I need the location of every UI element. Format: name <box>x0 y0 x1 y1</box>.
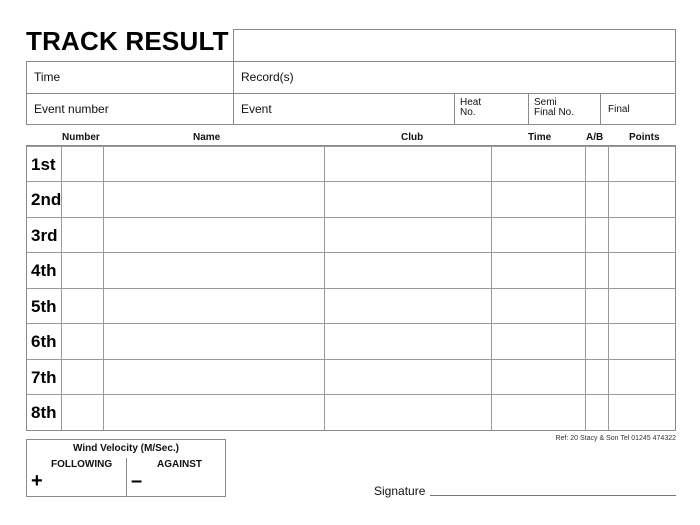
signature-label: Signature <box>374 484 426 498</box>
wind-divider <box>126 458 127 496</box>
col-header-ab: A/B <box>586 132 604 143</box>
place-label: 4th <box>31 261 57 280</box>
place-label: 6th <box>31 332 57 351</box>
records-field[interactable] <box>233 61 676 94</box>
table-row[interactable] <box>27 181 675 217</box>
against-label: AGAINST <box>157 459 202 470</box>
form-title: TRACK RESULT <box>26 26 229 56</box>
minus-icon: – <box>131 470 143 492</box>
printer-reference: Ref: 20 Stacy & Son Tel 01245 474322 <box>555 435 676 442</box>
results-table <box>26 145 676 431</box>
event-number-label: Event number <box>34 102 109 116</box>
event-label: Event <box>241 102 272 116</box>
wind-velocity-title: Wind Velocity (M/Sec.) <box>72 443 180 454</box>
following-label: FOLLOWING <box>51 459 113 470</box>
table-row[interactable] <box>27 323 675 359</box>
place-label: 8th <box>31 403 57 422</box>
wind-velocity-box[interactable] <box>26 439 226 497</box>
time-label: Time <box>34 70 61 84</box>
place-label: 3rd <box>31 226 58 245</box>
title-entry-box[interactable] <box>233 29 676 62</box>
table-row[interactable] <box>27 288 675 324</box>
semi-final-field[interactable] <box>528 93 601 125</box>
col-header-points: Points <box>629 132 660 143</box>
time-field[interactable] <box>26 61 234 94</box>
table-row[interactable] <box>27 359 675 395</box>
records-label: Record(s) <box>241 70 294 84</box>
plus-icon: + <box>31 470 43 492</box>
heat-number-field[interactable] <box>454 93 529 125</box>
table-row[interactable] <box>27 146 675 182</box>
signature-line[interactable] <box>430 495 676 496</box>
final-field[interactable] <box>600 93 676 125</box>
place-label: 1st <box>31 155 56 174</box>
col-header-number: Number <box>62 132 100 143</box>
event-number-field[interactable] <box>26 93 234 125</box>
table-row[interactable] <box>27 217 675 253</box>
heat-label: Heat No. <box>460 97 482 118</box>
col-header-name: Name <box>193 132 221 143</box>
col-header-time: Time <box>528 132 552 143</box>
place-label: 7th <box>31 368 57 387</box>
table-row[interactable] <box>27 252 675 288</box>
place-label: 2nd <box>31 190 62 209</box>
place-label: 5th <box>31 297 57 316</box>
col-header-club: Club <box>401 132 424 143</box>
final-label: Final <box>608 104 630 115</box>
event-field[interactable] <box>233 93 455 125</box>
table-row[interactable] <box>27 394 675 430</box>
semi-final-label: Semi Final No. <box>534 97 575 118</box>
